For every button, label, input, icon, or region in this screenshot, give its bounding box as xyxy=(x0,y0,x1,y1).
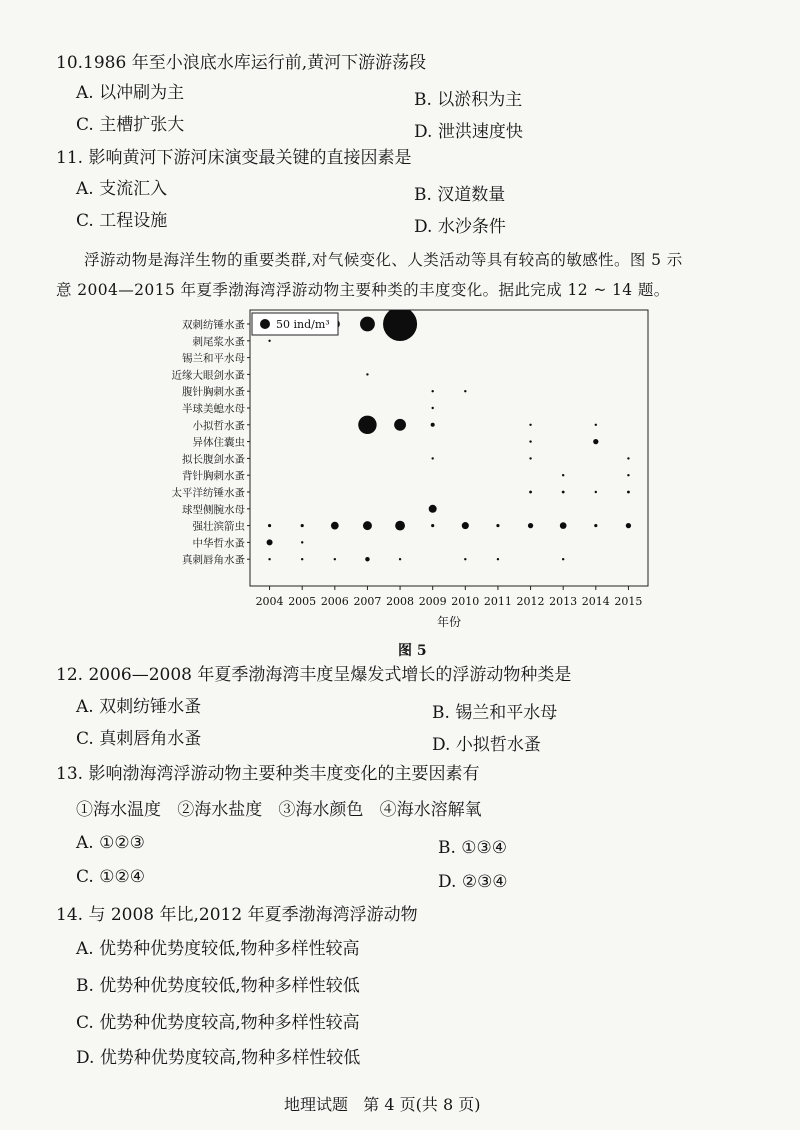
bubble-mark xyxy=(593,439,598,444)
x-axis-title: 年份 xyxy=(436,615,462,629)
bubble-mark xyxy=(529,457,531,459)
q13-factors: ①海水温度 ②海水盐度 ③海水颜色 ④海水溶解氧 xyxy=(76,800,482,820)
bubble-mark xyxy=(334,558,336,560)
q10-option-a[interactable]: A. 以冲刷为主 xyxy=(76,83,185,103)
q10-option-d[interactable]: D. 泄洪速度快 xyxy=(414,122,523,142)
bubble-mark xyxy=(529,424,531,426)
species-label: 背针胸刺水蚤 xyxy=(182,470,245,483)
bubble-mark xyxy=(627,457,629,459)
bubble-mark xyxy=(431,390,433,392)
bubble-mark xyxy=(394,419,406,431)
year-tick-label: 2006 xyxy=(320,595,349,608)
species-label: 真刺唇角水蚤 xyxy=(182,554,245,567)
q11-stem: 11. 影响黄河下游河床演变最关键的直接因素是 xyxy=(56,148,412,168)
bubble-mark xyxy=(383,307,417,341)
species-label: 小拟哲水蚤 xyxy=(192,419,245,432)
year-tick-label: 2012 xyxy=(516,595,545,608)
bubble-mark xyxy=(462,522,469,529)
bubble-mark xyxy=(395,521,405,531)
bubble-mark xyxy=(464,390,466,392)
species-label: 太平洋纺锤水蚤 xyxy=(171,487,245,499)
bubble-mark xyxy=(431,407,433,409)
q14-option-b[interactable]: B. 优势种优势度较低,物种多样性较低 xyxy=(76,976,360,996)
year-tick-label: 2013 xyxy=(549,595,578,608)
q10-stem: 10.1986 年至小浪底水库运行前,黄河下游游荡段 xyxy=(56,53,427,73)
species-label: 球型侧腕水母 xyxy=(182,503,245,516)
bubble-mark xyxy=(464,558,466,560)
q11-option-d[interactable]: D. 水沙条件 xyxy=(414,217,506,237)
q12-option-a[interactable]: A. 双刺纺锤水蚤 xyxy=(76,697,202,717)
year-tick-label: 2015 xyxy=(614,595,643,608)
bubble-mark xyxy=(627,491,630,494)
q13-stem: 13. 影响渤海湾浮游动物主要种类丰度变化的主要因素有 xyxy=(56,764,480,784)
year-tick-label: 2010 xyxy=(451,595,480,608)
species-label: 拟长腹剑水蚤 xyxy=(182,453,245,466)
year-tick-label: 2007 xyxy=(353,595,382,608)
q13-option-d[interactable]: D. ②③④ xyxy=(438,872,508,892)
bubble-mark xyxy=(301,524,304,527)
species-label: 中华哲水蚤 xyxy=(192,537,245,550)
bubble-mark xyxy=(562,491,565,494)
q12-option-c[interactable]: C. 真刺唇角水蚤 xyxy=(76,729,202,749)
bubble-mark xyxy=(301,558,303,560)
bubble-mark xyxy=(366,373,368,375)
bubble-mark xyxy=(399,558,401,560)
bubble-mark xyxy=(268,340,270,342)
q11-option-c[interactable]: C. 工程设施 xyxy=(76,211,168,231)
bubble-mark xyxy=(529,491,532,494)
species-label: 刺尾浆水蚤 xyxy=(192,335,245,348)
bubble-mark xyxy=(431,423,435,427)
bubble-mark xyxy=(363,521,372,530)
bubble-mark xyxy=(529,440,531,442)
species-label: 近缘大眼剑水蚤 xyxy=(171,369,245,382)
q12-stem: 12. 2006—2008 年夏季渤海湾丰度呈爆发式增长的浮游动物种类是 xyxy=(56,665,572,685)
plot-area-frame xyxy=(250,310,648,586)
bubble-mark xyxy=(365,557,369,561)
passage-line-2: 意 2004—2015 年夏季渤海湾浮游动物主要种类的丰度变化。据此完成 12 ~ 14 题。 xyxy=(56,281,670,299)
year-tick-label: 2011 xyxy=(483,595,512,608)
bubble-mark xyxy=(626,523,631,528)
bubble-mark xyxy=(496,524,499,527)
bubble-mark xyxy=(594,524,597,527)
year-tick-label: 2008 xyxy=(386,595,415,608)
legend-bubble-icon xyxy=(260,319,270,329)
bubble-mark xyxy=(360,317,375,332)
bubble-mark xyxy=(562,558,564,560)
bubble-mark xyxy=(267,539,273,545)
bubble-mark xyxy=(431,457,433,459)
year-tick-label: 2004 xyxy=(255,595,284,608)
bubble-mark xyxy=(560,522,567,529)
bubble-chart-figure-5 xyxy=(170,300,650,630)
bubble-mark xyxy=(431,524,434,527)
passage-line-1: 浮游动物是海洋生物的重要类群,对气候变化、人类活动等具有较高的敏感性。图 5 示 xyxy=(84,251,683,269)
q11-option-b[interactable]: B. 汊道数量 xyxy=(414,185,506,205)
q14-stem: 14. 与 2008 年比,2012 年夏季渤海湾浮游动物 xyxy=(56,905,418,925)
q10-option-b[interactable]: B. 以淤积为主 xyxy=(414,90,523,110)
bubble-mark xyxy=(301,541,303,543)
bubble-mark xyxy=(268,524,271,527)
species-label: 锡兰和平水母 xyxy=(182,352,245,365)
bubble-mark xyxy=(595,424,597,426)
q14-option-c[interactable]: C. 优势种优势度较高,物种多样性较高 xyxy=(76,1013,360,1033)
bubble-mark xyxy=(562,474,564,476)
bubble-mark xyxy=(268,558,270,560)
q13-option-c[interactable]: C. ①②④ xyxy=(76,867,145,887)
year-tick-label: 2009 xyxy=(418,595,447,608)
bubble-mark xyxy=(429,505,437,513)
species-label: 异体住囊虫 xyxy=(192,436,245,449)
species-label: 腹针胸刺水蚤 xyxy=(182,386,245,399)
year-tick-label: 2014 xyxy=(581,595,610,608)
species-label: 半球美螅水母 xyxy=(182,403,245,415)
bubble-mark xyxy=(528,523,533,528)
q11-option-a[interactable]: A. 支流汇入 xyxy=(76,179,168,199)
year-tick-label: 2005 xyxy=(288,595,317,608)
bubble-mark xyxy=(358,416,376,434)
q13-option-a[interactable]: A. ①②③ xyxy=(76,833,145,853)
q12-option-b[interactable]: B. 锡兰和平水母 xyxy=(432,703,558,723)
legend-label: 50 ind/m³ xyxy=(276,318,330,331)
bubble-mark xyxy=(497,558,499,560)
q10-option-c[interactable]: C. 主槽扩张大 xyxy=(76,115,185,135)
bubble-mark xyxy=(331,522,339,530)
q12-option-d[interactable]: D. 小拟哲水蚤 xyxy=(432,735,541,755)
q14-option-a[interactable]: A. 优势种优势度较低,物种多样性较高 xyxy=(76,939,360,959)
page-footer: 地理试题 第 4 页(共 8 页) xyxy=(284,1095,481,1114)
bubble-mark xyxy=(627,474,629,476)
bubble-mark xyxy=(595,491,597,493)
figure-caption: 图 5 xyxy=(398,643,427,659)
q14-option-d[interactable]: D. 优势种优势度较高,物种多样性较低 xyxy=(76,1048,361,1068)
species-label: 强壮滨箭虫 xyxy=(192,520,245,533)
species-label: 双刺纺锤水蚤 xyxy=(182,319,245,331)
legend xyxy=(252,313,338,335)
q13-option-b[interactable]: B. ①③④ xyxy=(438,838,508,858)
